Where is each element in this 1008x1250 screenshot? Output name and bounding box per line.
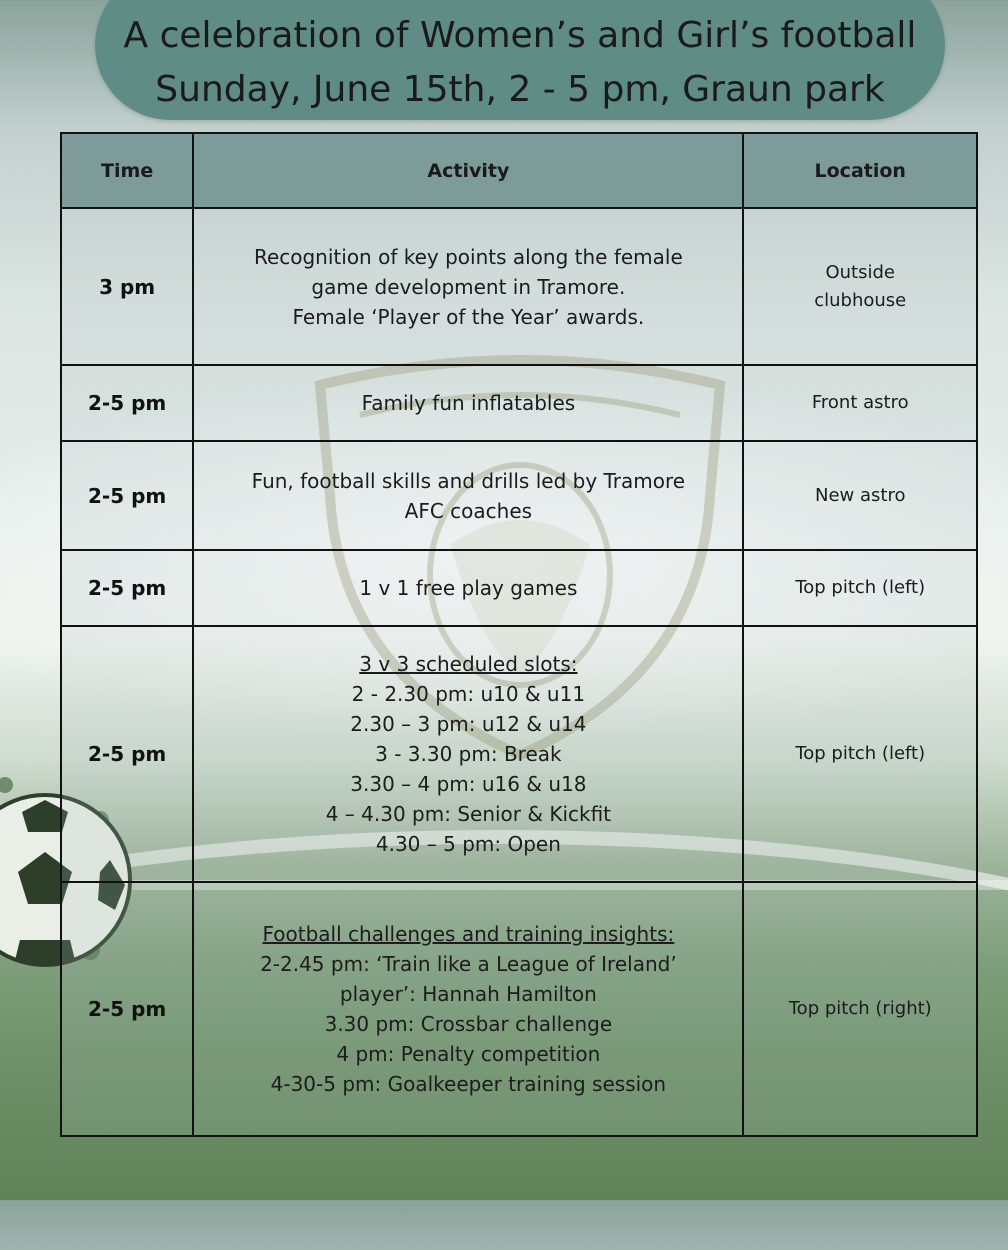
row-time: 2-5 pm xyxy=(61,441,193,550)
row-activity xyxy=(193,365,743,441)
row-time: 3 pm xyxy=(61,208,193,365)
table-row xyxy=(61,365,977,441)
row-location xyxy=(743,550,977,626)
table-row xyxy=(61,626,977,882)
activity-line: AFC coaches xyxy=(404,498,533,523)
activity-line: game development in Tramore. xyxy=(311,274,626,299)
activity-line: 1 v 1 free play games xyxy=(359,576,578,600)
row-activity xyxy=(193,208,743,365)
activity-line: 2 - 2.30 pm: u10 & u11 xyxy=(351,682,586,706)
activity-line: 3 - 3.30 pm: Break xyxy=(375,742,562,766)
location-line: Outside xyxy=(825,261,895,283)
row-location xyxy=(743,441,977,550)
table-row xyxy=(61,550,977,626)
table-row xyxy=(61,208,977,365)
row-location xyxy=(743,365,977,441)
activity-line: 3.30 – 4 pm: u16 & u18 xyxy=(350,772,587,796)
activity-line: Recognition of key points along the female xyxy=(253,244,683,269)
event-date-location: Sunday, June 15th, 2 - 5 pm, Graun park xyxy=(155,69,885,110)
row-location xyxy=(743,208,977,365)
activity-line: 4.30 – 5 pm: Open xyxy=(375,832,561,856)
column-header-time: Time xyxy=(61,133,193,208)
activity-line: 4-30-5 pm: Goalkeeper training session xyxy=(270,1072,667,1096)
row-time: 2-5 pm xyxy=(61,882,193,1136)
row-time: 2-5 pm xyxy=(61,626,193,882)
location-line: Front astro xyxy=(811,392,909,413)
activity-heading: Football challenges and training insights: xyxy=(262,922,675,946)
activity-heading: 3 v 3 scheduled slots: xyxy=(359,652,578,676)
activity-line: player’: Hannah Hamilton xyxy=(339,982,597,1006)
activity-line: 3.30 pm: Crossbar challenge xyxy=(324,1012,613,1036)
table-row xyxy=(61,882,977,1136)
location-line: clubhouse xyxy=(814,289,907,311)
activity-line: Fun, football skills and drills led by Tramore xyxy=(251,468,686,493)
activity-line: Female ‘Player of the Year’ awards. xyxy=(292,304,645,329)
row-activity xyxy=(193,550,743,626)
location-line: Top pitch (left) xyxy=(795,743,926,764)
location-line: New astro xyxy=(815,484,906,506)
row-time: 2-5 pm xyxy=(61,365,193,441)
column-header-activity: Activity xyxy=(193,133,743,208)
row-activity xyxy=(193,626,743,882)
row-activity xyxy=(193,882,743,1136)
row-location xyxy=(743,882,977,1136)
row-time: 2-5 pm xyxy=(61,550,193,626)
activity-line: 4 pm: Penalty competition xyxy=(336,1042,601,1066)
activity-line: 2-2.45 pm: ‘Train like a League of Ireland’ xyxy=(260,952,677,976)
schedule-table xyxy=(60,132,978,1137)
column-header-location: Location xyxy=(743,133,977,208)
row-activity xyxy=(193,441,743,550)
table-header-row xyxy=(61,133,977,208)
activity-line: 4 – 4.30 pm: Senior & Kickfit xyxy=(325,802,612,826)
location-line: Top pitch (right) xyxy=(788,998,932,1019)
activity-line: Family fun inflatables xyxy=(361,391,576,415)
table-row xyxy=(61,441,977,550)
location-line: Top pitch (left) xyxy=(795,577,926,598)
event-title: A celebration of Women’s and Girl’s football xyxy=(123,15,917,56)
row-location xyxy=(743,626,977,882)
activity-line: 2.30 – 3 pm: u12 & u14 xyxy=(350,712,587,736)
